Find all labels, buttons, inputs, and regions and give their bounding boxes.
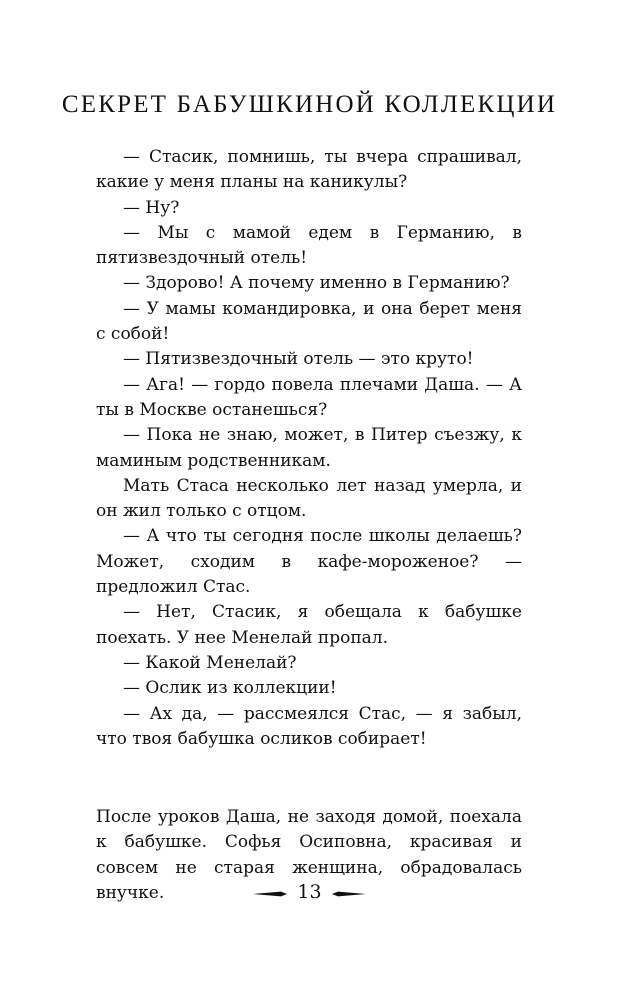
paragraph: Мать Стаса несколько лет назад умерла, и он жил только с отцом. [96, 475, 522, 522]
body-text [96, 145, 522, 906]
paragraph: — Ага! — гордо повела плечами Даша. — А ты в Москве останешься? [96, 374, 522, 420]
paragraph: — Мы с мамой едем в Германию, в пятизвездочный отель! [96, 222, 522, 269]
paragraph: — Нет, Стасик, я обещала к бабушке поехать. У нее Менелай пропал. [96, 602, 522, 648]
paragraph: — Пятизвездочный отель — это круто! [123, 349, 474, 370]
paragraph: — Ах да, — рассмеялся Стас, — я забыл, что твоя бабушка осликов собирает! [96, 703, 522, 749]
paragraph: — Ослик из коллекции! [123, 678, 337, 699]
ornament-right-icon [332, 880, 366, 904]
section-break [96, 752, 522, 805]
paragraph: — Здорово! А почему именно в Германию? [123, 273, 510, 294]
paragraph: — А что ты сегодня после школы делаешь? Может, сходим в кафе-мороженое? — предложил Стас. [96, 526, 522, 598]
paragraph: — Стасик, помнишь, ты вчера спрашивал, какие у меня планы на каникулы? [96, 147, 522, 193]
paragraph: — Пока не знаю, может, в Питер съезжу, к маминым родственникам. [96, 425, 522, 471]
ornament-left-icon [253, 880, 287, 904]
paragraph: — Какой Менелай? [123, 652, 297, 673]
paragraph: — У мамы командировка, и она берет меня с собой! [96, 298, 522, 345]
paragraph: — Ну? [123, 197, 180, 218]
page-number: 13 [297, 881, 322, 903]
running-head: СЕКРЕТ БАБУШКИНОЙ КОЛЛЕКЦИИ [61, 91, 558, 118]
paragraph: После уроков Даша, не заходя домой, поехала к бабушке. Софья Осиповна, красивая и совсем не старая женщина, обрадовалась внучке. [96, 807, 522, 904]
page-number-block [0, 880, 619, 904]
